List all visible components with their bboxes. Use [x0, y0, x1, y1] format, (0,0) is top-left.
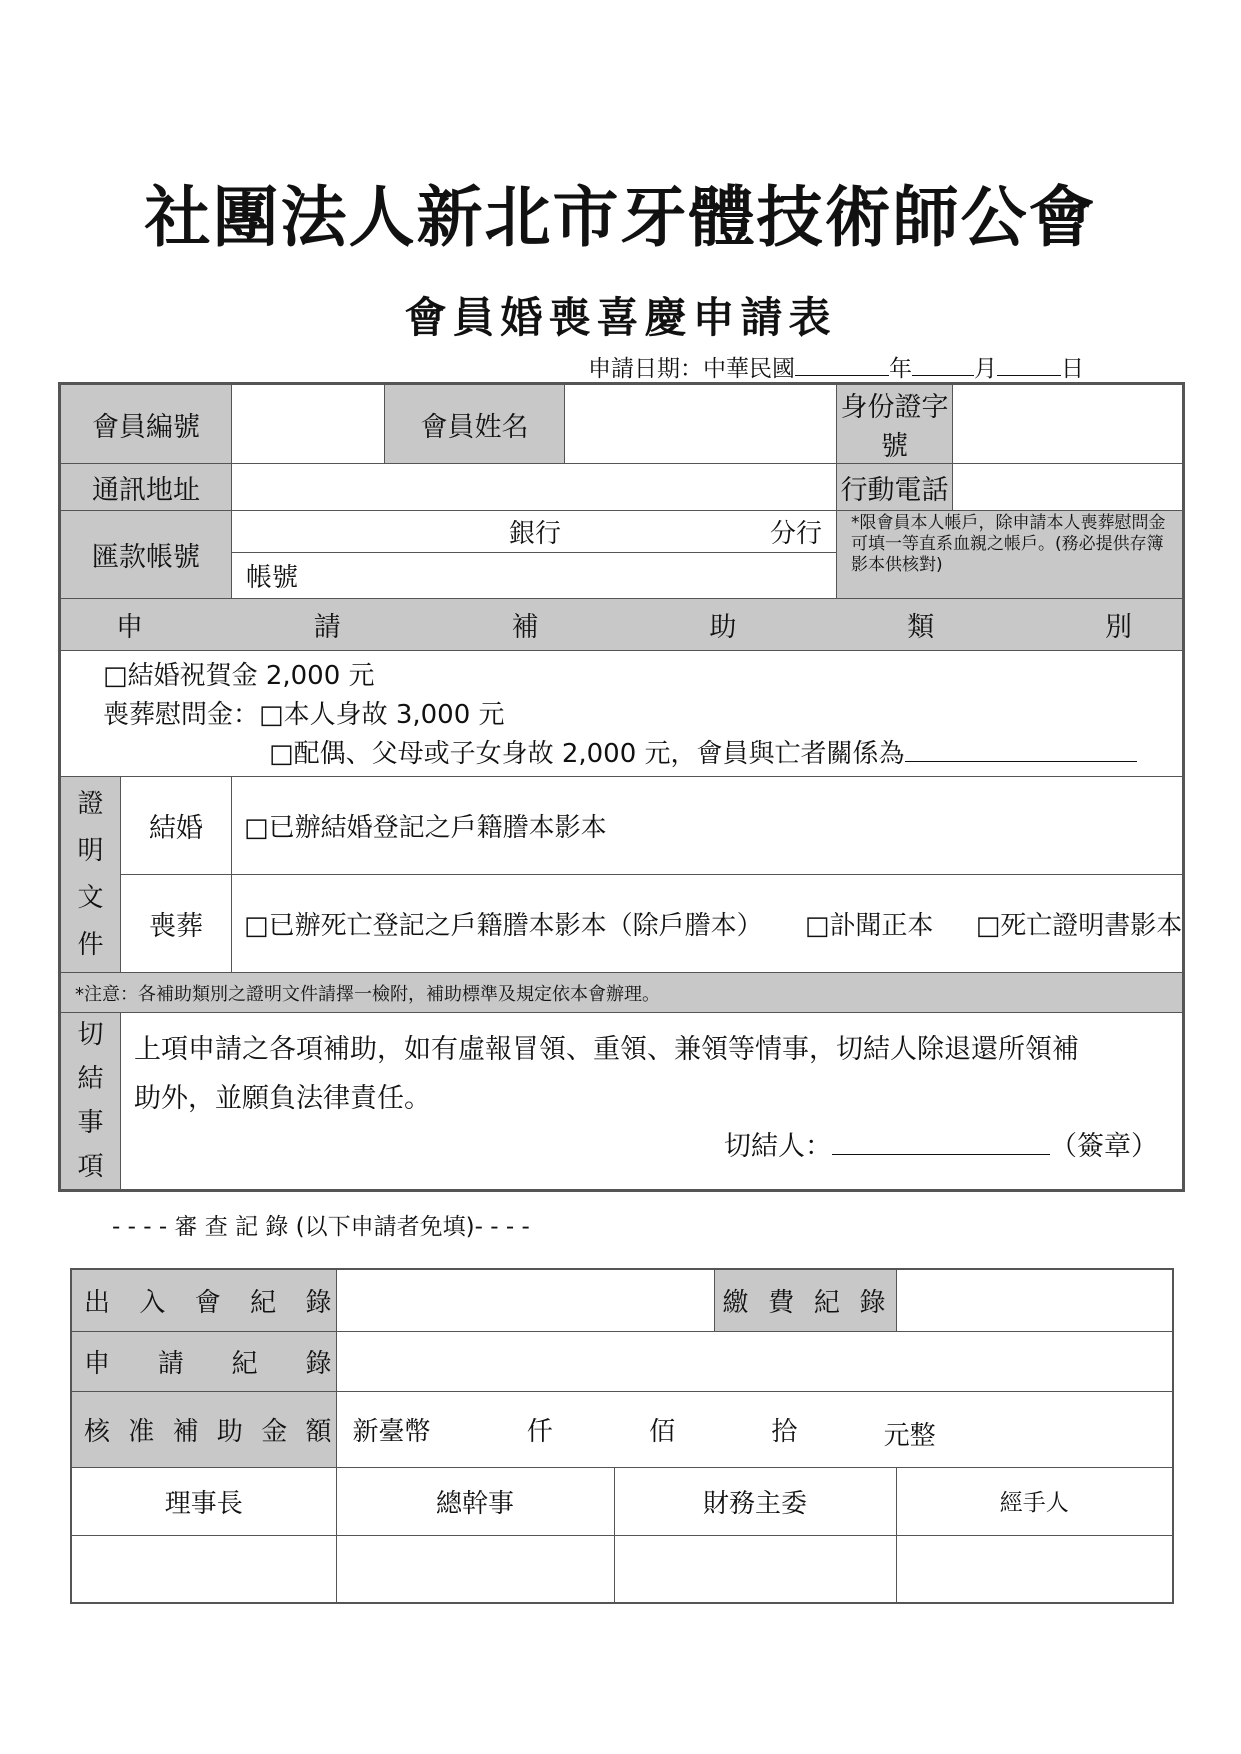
application-record-label: [71, 1331, 336, 1391]
day-input[interactable]: [997, 353, 1061, 376]
signer-secretary-general: 總幹事: [336, 1467, 614, 1535]
category-char: 別: [1104, 612, 1132, 643]
label-char: 入: [139, 1287, 166, 1318]
funeral-self-option[interactable]: 喪葬慰問金：□本人身故 3,000 元: [103, 700, 505, 730]
oath-text-line-2: 助外，並願負法律責任。: [134, 1083, 431, 1114]
month-label: 月: [974, 356, 997, 382]
application-date: [588, 350, 1084, 383]
payment-record-label: [714, 1269, 896, 1331]
account-note: *限會員本人帳戶，除申請本人喪葬慰問金可填一等直系血親之帳戶。(務必提供存簿影本供核對): [837, 511, 1184, 599]
bank-label: 銀行: [509, 519, 562, 549]
yuan-label: 元整: [883, 1420, 936, 1451]
signer-finance: 財務主委: [614, 1467, 896, 1535]
category-char: 請: [313, 612, 341, 643]
form-title: 會員婚喪喜慶申請表: [404, 293, 837, 342]
seal-label: （簽章）: [1050, 1131, 1158, 1162]
member-no-label: 會員編號: [60, 384, 232, 464]
payment-record-input[interactable]: [896, 1269, 1173, 1331]
remit-account-label: 匯款帳號: [60, 511, 232, 599]
bank-input[interactable]: [232, 511, 837, 553]
label-char: 結: [77, 1064, 104, 1094]
funeral-doc-label: 喪葬: [121, 875, 232, 973]
membership-record-label: [71, 1269, 336, 1331]
label-char: 錄: [305, 1287, 332, 1318]
review-title: - - - - 審 查 記 錄 (以下申請者免填)- - - -: [112, 1214, 530, 1240]
label-char: 項: [77, 1152, 104, 1182]
oath-label: [60, 1013, 121, 1191]
label-char: 請: [157, 1348, 184, 1379]
subsidy-category-header: [60, 599, 1184, 651]
funeral-doc-option-1[interactable]: □已辦死亡登記之戶籍謄本影本（除戶謄本）: [244, 911, 763, 941]
membership-record-input[interactable]: [336, 1269, 714, 1331]
currency-label: 新臺幣: [352, 1416, 431, 1447]
account-no-input[interactable]: [232, 553, 837, 599]
finance-signature-box[interactable]: [614, 1535, 896, 1603]
approved-amount-label: [71, 1391, 336, 1467]
label-char: 事: [77, 1108, 104, 1138]
chairman-signature-box[interactable]: [71, 1535, 336, 1603]
oath-signature: [724, 1122, 1158, 1171]
category-char: 補: [511, 612, 539, 643]
mobile-label: 行動電話: [837, 464, 953, 511]
label-char: 助: [216, 1416, 243, 1447]
application-record-input[interactable]: [336, 1331, 1173, 1391]
label-char: 准: [128, 1416, 155, 1447]
label-char: 繳: [722, 1287, 749, 1318]
signer-handler: 經手人: [896, 1467, 1173, 1535]
category-char: 類: [907, 612, 935, 643]
label-char: 錄: [859, 1287, 886, 1318]
application-form: [58, 382, 1185, 1192]
category-char: 申: [116, 612, 143, 643]
month-input[interactable]: [912, 353, 974, 376]
label-char: 件: [77, 929, 104, 960]
signer-input[interactable]: [832, 1132, 1050, 1155]
wedding-doc-label: 結婚: [121, 777, 232, 875]
label-char: 費: [768, 1287, 795, 1318]
label-char: 會: [194, 1287, 221, 1318]
secretary-signature-box[interactable]: [336, 1535, 614, 1603]
label-char: 補: [172, 1416, 199, 1447]
member-name-input[interactable]: [565, 384, 837, 464]
branch-label: 分行: [769, 519, 822, 549]
application-date-label: 申請日期：中華民國: [588, 356, 795, 382]
wedding-option[interactable]: □結婚祝賀金 2,000 元: [103, 661, 375, 691]
label-char: 紀: [250, 1287, 277, 1318]
documents-note: *注意：各補助類別之證明文件請擇一檢附，補助標準及規定依本會辦理。: [60, 973, 1184, 1013]
day-label: 日: [1061, 356, 1084, 382]
label-char: 明: [77, 835, 104, 866]
address-input[interactable]: [232, 464, 837, 511]
member-name-label: 會員姓名: [385, 384, 565, 464]
member-no-input[interactable]: [232, 384, 385, 464]
signer-chairman: 理事長: [71, 1467, 336, 1535]
documents-label: [60, 777, 121, 973]
label-char: 證: [77, 788, 104, 819]
account-no-label: 帳號: [246, 563, 299, 593]
funeral-doc-option-2[interactable]: □訃聞正本: [804, 911, 934, 941]
thousand-label: 仟: [526, 1416, 553, 1447]
label-char: 金: [261, 1416, 288, 1447]
relation-input[interactable]: [905, 739, 1137, 762]
wedding-doc-option[interactable]: □已辦結婚登記之戶籍謄本影本: [232, 777, 1184, 875]
id-no-label: 身份證字號: [837, 384, 953, 464]
label-char: 紀: [231, 1348, 258, 1379]
label-char: 文: [77, 882, 104, 913]
label-char: 紀: [813, 1287, 840, 1318]
label-char: 切: [77, 1020, 104, 1050]
label-char: 錄: [305, 1348, 332, 1379]
org-name: 社團法人新北市牙體技術師公會: [144, 179, 1097, 256]
hundred-label: 佰: [649, 1416, 676, 1447]
oath-content: [121, 1013, 1184, 1191]
subsidy-options: [60, 651, 1184, 777]
address-label: 通訊地址: [60, 464, 232, 511]
label-char: 核: [84, 1416, 111, 1447]
id-no-input[interactable]: [953, 384, 1184, 464]
label-char: 出: [84, 1287, 111, 1318]
funeral-family-option[interactable]: □配偶、父母或子女身故 2,000 元，會員與亡者關係為: [269, 739, 905, 769]
mobile-input[interactable]: [953, 464, 1184, 511]
year-label: 年: [889, 356, 912, 382]
label-char: 申: [84, 1348, 111, 1379]
funeral-doc-option-3[interactable]: □死亡證明書影本: [975, 911, 1183, 941]
ten-label: 拾: [771, 1416, 798, 1447]
oath-text-line-1: 上項申請之各項補助，如有虛報冒領、重領、兼領等情事，切結人除退還所領補: [134, 1034, 1079, 1065]
signer-label: 切結人：: [724, 1131, 832, 1162]
label-char: 額: [305, 1416, 332, 1447]
year-input[interactable]: [795, 353, 889, 376]
approved-amount-input[interactable]: [336, 1391, 1173, 1467]
funeral-docs: [232, 875, 1184, 973]
handler-signature-box[interactable]: [896, 1535, 1173, 1603]
review-table: [70, 1268, 1174, 1604]
category-char: 助: [709, 612, 737, 643]
